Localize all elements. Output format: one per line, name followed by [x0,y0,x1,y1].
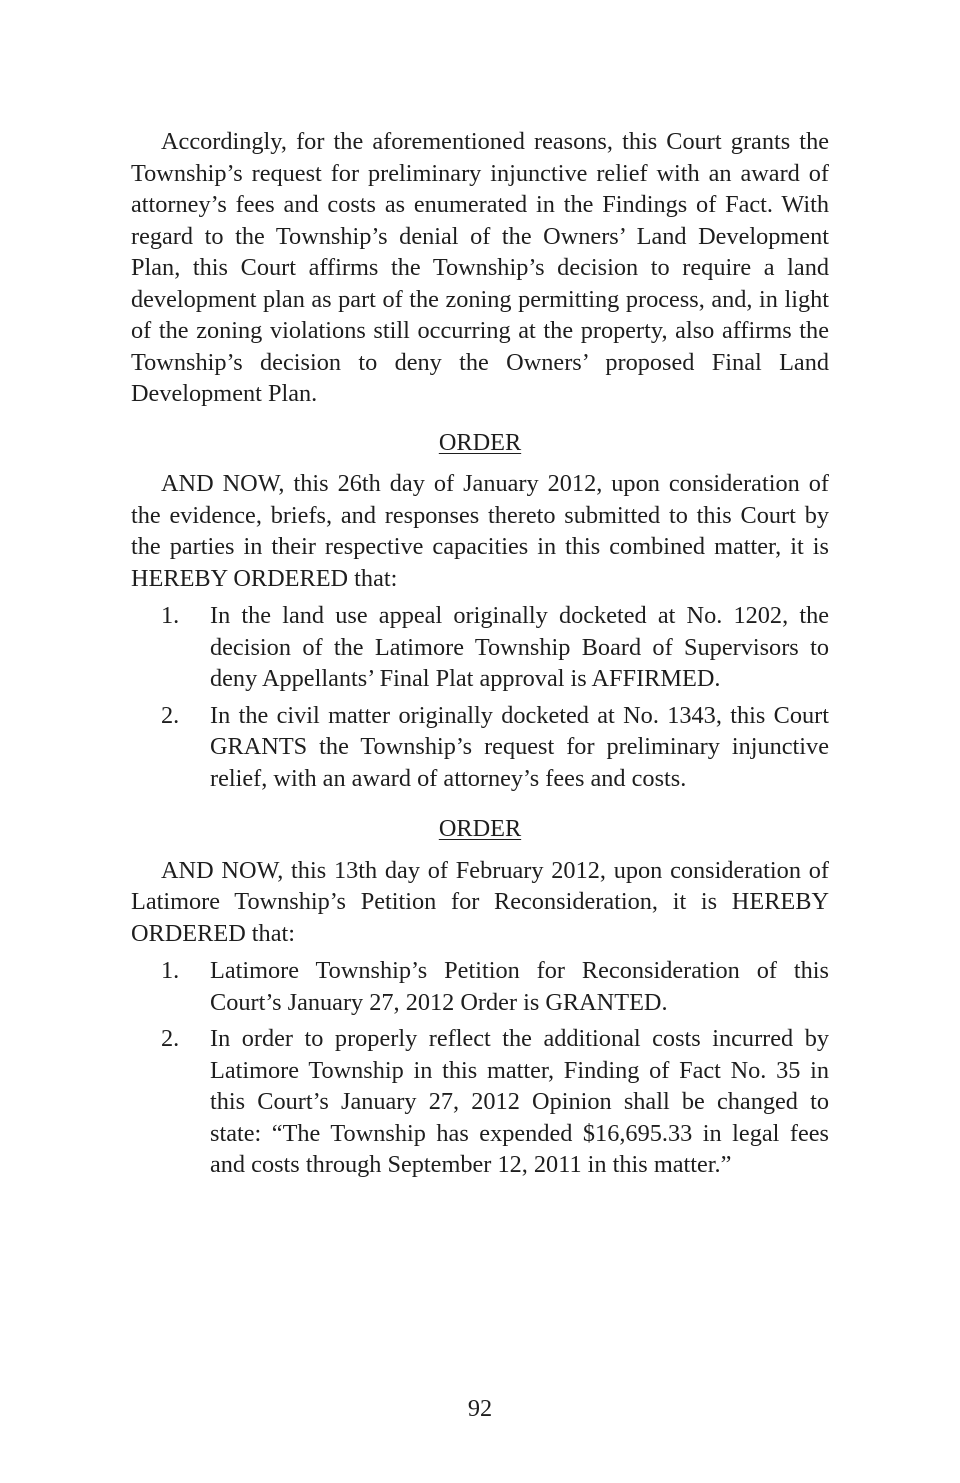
item-number: 2. [161,701,180,729]
item-text: In the land use appeal originally docketed at No. 1202, the decision of the Latimore Township Board of Supervisors to deny Appellants’ Final Plat approval is AFFIRMED. [210,602,829,692]
list-item [131,1023,829,1181]
order-preamble: AND NOW, this 13th day of February 2012, upon consideration of Latimore Township’s Petition for Reconsideration, it is HEREBY ORDERED that: [131,856,829,947]
order-heading: ORDER [438,815,522,842]
page-number: 92 [467,1395,493,1422]
order-items-list [131,955,829,1181]
order-preamble: AND NOW, this 26th day of January 2012, upon consideration of the evidence, briefs, and responses thereto submitted to this Court by the parties in their respective capacities in this combined matter, it is HEREBY ORDERED that: [131,470,829,592]
order-items-list [131,600,829,794]
item-text: Latimore Township’s Petition for Reconsideration of this Court’s January 27, 2012 Order is GRANTED. [210,957,829,1016]
order-section-2 [131,813,829,1181]
list-item [131,955,829,1018]
intro-paragraph: Accordingly, for the aforementioned reasons, this Court grants the Township’s request for preliminary injunctive relief with an award of attorney’s fees and costs as enumerated in the Findings of Fact. With regard to the Township’s denial of the Owners’ Land Development Plan, this Court affirms the Township’s decision to require a land development plan as part of the zoning permitting process, and, in light of the zoning violations still occurring at the property, also affirms the Township’s decision to deny the Owners’ proposed Final Land Development Plan. [131,128,829,407]
order-section-1 [131,427,829,795]
item-number: 1. [161,957,180,984]
item-number: 1. [161,602,180,629]
list-item [131,700,829,795]
item-number: 2. [161,1025,180,1052]
item-text: In order to properly reflect the additional costs incurred by Latimore Township in this matter, Finding of Fact No. 35 in this Court’s January 27, 2012 Opinion shall be changed to state: “The Township has expended $16,695.33 in legal fees and costs through September 12, 2011 in this matter.” [210,1025,829,1178]
list-item [131,600,829,695]
order-heading: ORDER [438,428,522,456]
item-text: In the civil matter originally docketed at No. 1343, this Court GRANTS the Township’s request for preliminary injunctive relief, with an award of attorney’s fees and costs. [210,701,829,792]
document-page [131,126,829,1186]
